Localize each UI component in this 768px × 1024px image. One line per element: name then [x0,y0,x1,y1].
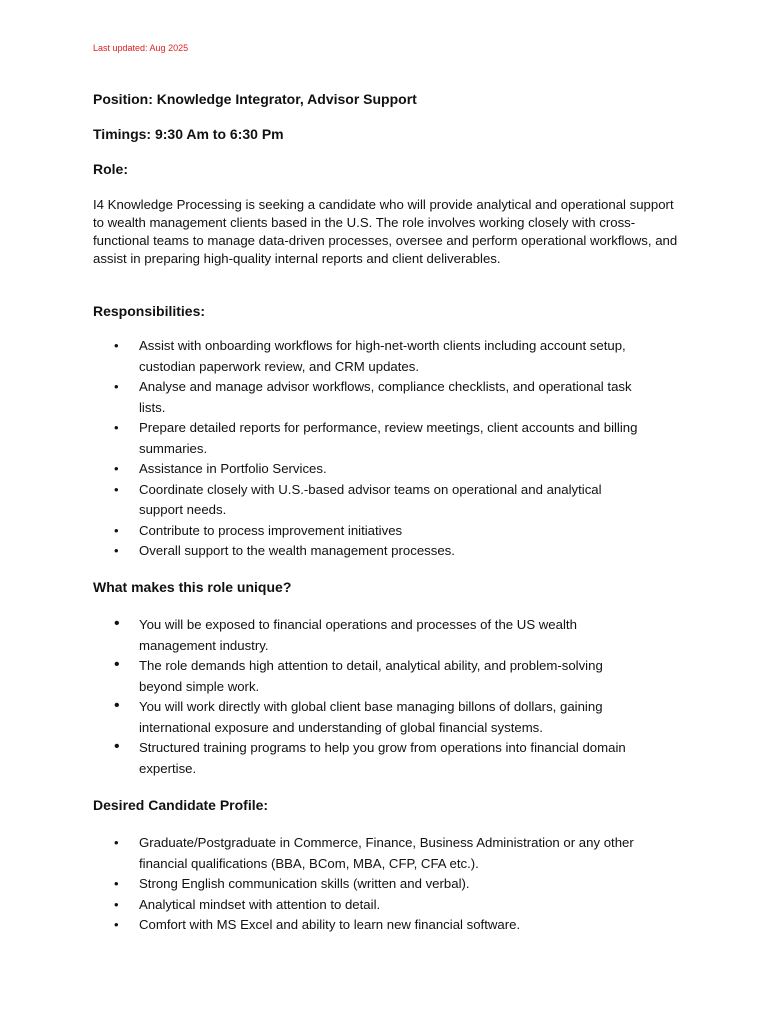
list-item: • You will be exposed to financial operations and processes of the US wealth management industry. [93,615,638,656]
profile-heading: Desired Candidate Profile: [93,797,269,813]
list-item: • Structured training programs to help you grow from operations into financial domain expertise. [93,738,638,779]
unique-heading: What makes this role unique? [93,579,292,595]
list-item: • Graduate/Postgraduate in Commerce, Finance, Business Administration or any other financial qualifications (BBA, BCom, MBA, CFP, CFA etc.). [93,833,638,874]
timings-heading: Timings: 9:30 Am to 6:30 Pm [93,126,284,142]
role-description: I4 Knowledge Processing is seeking a candidate who will provide analytical and operational support to wealth management clients based in the U.S. The role involves working closely with cross-functional teams to manage data-driven processes, oversee and perform operational workflows, and assist in preparing high-quality internal reports and client deliverables. [93,197,678,266]
position-heading: Position: Knowledge Integrator, Advisor Support [93,91,417,107]
last-updated-note: Last updated: Aug 2025 [93,43,189,53]
responsibilities-heading: Responsibilities: [93,303,206,319]
profile-list [93,833,638,936]
list-item: • Assist with onboarding workflows for high-net-worth clients including account setup, custodian paperwork review, and CRM updates. [93,336,638,377]
list-item: • The role demands high attention to detail, analytical ability, and problem-solving beyond simple work. [93,656,638,697]
list-item: • Strong English communication skills (written and verbal). [93,874,638,895]
list-item: • Prepare detailed reports for performance, review meetings, client accounts and billing summaries. [93,418,638,459]
list-item: • Contribute to process improvement initiatives [93,521,638,542]
list-item: • Comfort with MS Excel and ability to learn new financial software. [93,915,638,936]
list-item: • Coordinate closely with U.S.-based advisor teams on operational and analytical support needs. [93,480,638,521]
list-item: • You will work directly with global client base managing billons of dollars, gaining international exposure and understanding of global financial systems. [93,697,638,738]
list-item: • Analytical mindset with attention to detail. [93,895,638,916]
unique-list [93,615,638,779]
list-item: • Overall support to the wealth management processes. [93,541,638,562]
responsibilities-list [93,336,638,562]
list-item: • Assistance in Portfolio Services. [93,459,638,480]
role-heading: Role: [93,161,128,177]
list-item: • Analyse and manage advisor workflows, compliance checklists, and operational task lists. [93,377,638,418]
